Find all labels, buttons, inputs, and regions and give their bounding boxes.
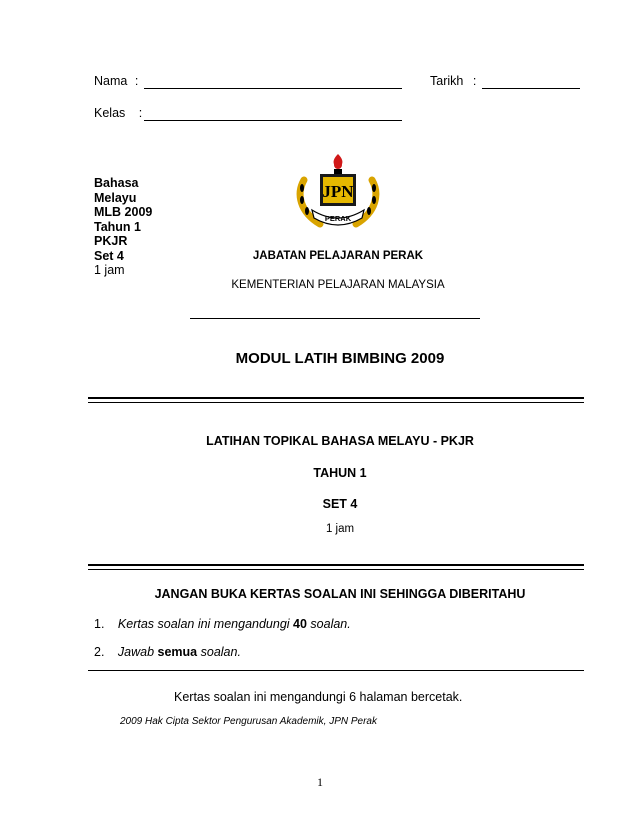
subject-info — [94, 176, 152, 278]
instruction-1-bold: 40 — [293, 617, 307, 631]
instruction-2 — [94, 645, 241, 659]
ministry-name: KEMENTERIAN PELAJARAN MALAYSIA — [231, 279, 445, 291]
copyright-text: 2009 Hak Cipta Sektor Pengurusan Akademik, JPN Perak — [120, 716, 377, 727]
logo-perak-text: PERAK — [324, 214, 352, 223]
subject-topic: PKJR — [94, 234, 128, 248]
nama-colon: : — [134, 74, 139, 88]
kelas-underline — [144, 120, 402, 121]
subject-year: Tahun 1 — [94, 219, 141, 234]
subject-line-2: Melayu — [94, 190, 137, 205]
jpn-perak-logo — [290, 150, 386, 234]
instruction-2-pre: Jawab — [117, 645, 158, 659]
subject-code: MLB 2009 — [94, 205, 153, 219]
subject-line-1: Bahasa — [94, 176, 139, 190]
instruction-1-num: 1. — [94, 617, 105, 631]
kelas-label: Kelas — [94, 106, 126, 120]
warning-text: JANGAN BUKA KERTAS SOALAN INI SEHINGGA DIBERITAHU — [154, 587, 526, 601]
instruction-2-post: soalan. — [197, 645, 241, 659]
instruction-2-num: 2. — [94, 645, 105, 659]
tarikh-label: Tarikh — [430, 74, 464, 88]
subject-duration: 1 jam — [94, 263, 125, 277]
double-rule-top — [88, 397, 584, 403]
pages-note: Kertas soalan ini mengandungi 6 halaman bercetak. — [174, 690, 463, 704]
double-rule-bottom — [88, 564, 584, 570]
instruction-1-post: soalan. — [306, 617, 351, 631]
department-name: JABATAN PELAJARAN PERAK — [252, 250, 424, 262]
nama-field — [94, 74, 138, 88]
instruction-1 — [94, 617, 351, 631]
logo-jpn-text: JPN — [322, 182, 354, 201]
exam-duration: 1 jam — [325, 523, 355, 535]
module-title: MODUL LATIH BIMBING 2009 — [235, 350, 445, 367]
instructions-divider — [88, 670, 584, 671]
nama-label: Nama — [94, 74, 128, 88]
kelas-field — [94, 106, 142, 120]
ministry-divider — [190, 318, 480, 319]
subject-set: Set 4 — [94, 248, 124, 263]
tarikh-underline — [482, 88, 580, 89]
tarikh-colon: : — [472, 74, 477, 88]
page-number: 1 — [317, 775, 323, 789]
exam-set: SET 4 — [322, 497, 358, 511]
exam-title: LATIHAN TOPIKAL BAHASA MELAYU - PKJR — [206, 434, 474, 448]
exam-year: TAHUN 1 — [313, 466, 367, 480]
kelas-colon: : — [138, 106, 143, 120]
instruction-1-pre: Kertas soalan ini mengandungi — [117, 617, 294, 631]
tarikh-field — [430, 74, 476, 88]
instruction-2-bold: semua — [157, 645, 198, 659]
nama-underline — [144, 88, 402, 89]
